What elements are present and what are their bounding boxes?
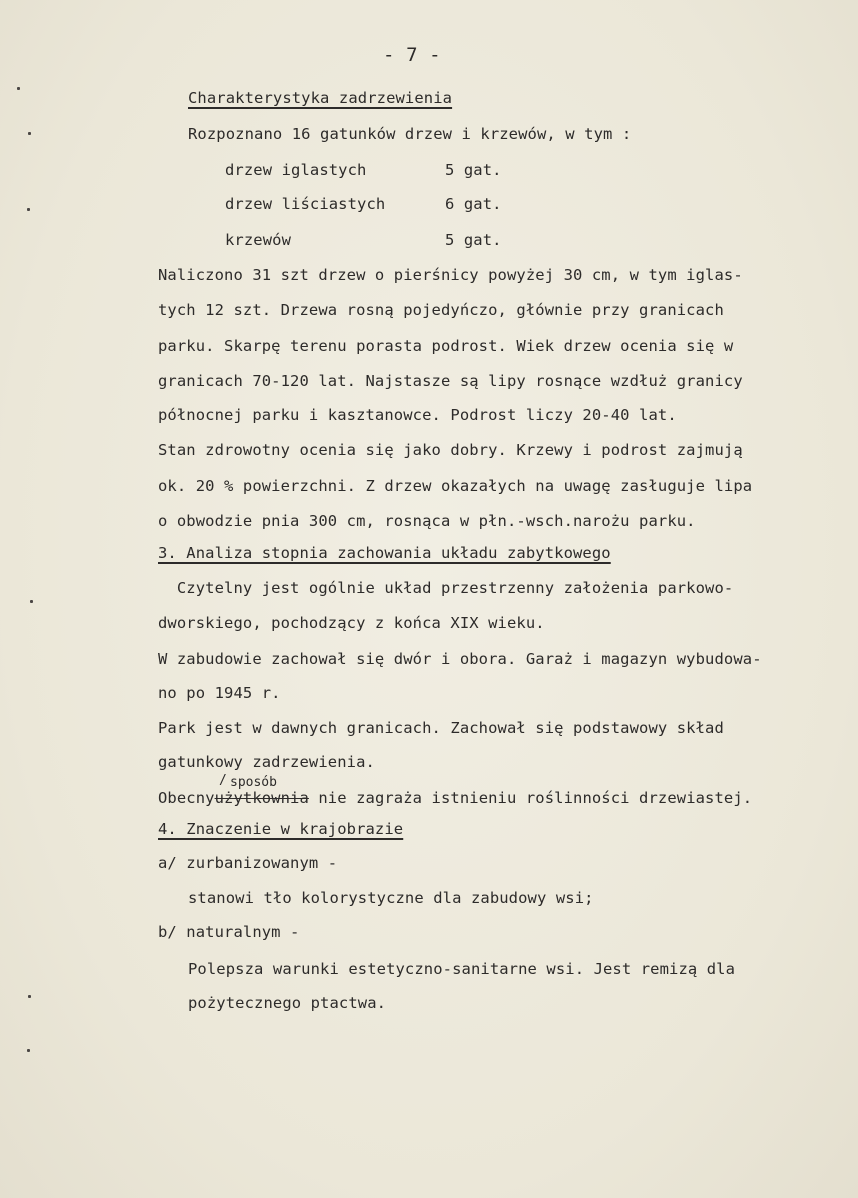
species-value: 6 gat. (445, 195, 502, 213)
intro-line: Rozpoznano 16 gatunków drzew i krzewów, w tym : (188, 125, 632, 143)
page-number: - 7 - (383, 44, 441, 66)
margin-speck (28, 132, 31, 135)
margin-speck (28, 995, 31, 998)
item-a-label: a/ zurbanizowanym - (158, 854, 338, 872)
margin-speck (27, 1049, 30, 1052)
usage-struck-word: użytkownia (214, 789, 309, 807)
section-heading: Charakterystyka zadrzewienia (188, 89, 453, 107)
usage-line (158, 788, 752, 808)
species-label: drzew liściastych (225, 195, 386, 213)
species-label: krzewów (225, 231, 292, 249)
section4-heading: 4. Znaczenie w krajobrazie (158, 820, 404, 838)
item-a-text: stanowi tło kolorystyczne dla zabudowy wsi; (188, 889, 594, 907)
body-line: ok. 20 % powierzchni. Z drzew okazałych na uwagę zasługuje lipa (158, 477, 753, 495)
body-line: Naliczono 31 szt drzew o pierśnicy powyżej 30 cm, w tym iglas- (158, 266, 743, 284)
item-b-label: b/ naturalnym - (158, 923, 300, 941)
margin-speck (30, 600, 33, 603)
margin-speck (27, 208, 30, 211)
body-line: o obwodzie pnia 300 cm, rosnąca w płn.-wsch.narożu parku. (158, 512, 696, 530)
body-line: no po 1945 r. (158, 684, 281, 702)
body-line: północnej parku i kasztanowce. Podrost liczy 20-40 lat. (158, 406, 677, 424)
body-line: Stan zdrowotny ocenia się jako dobry. Krzewy i podrost zajmują (158, 441, 743, 459)
insertion-mark: / (219, 773, 227, 788)
usage-prefix: Obecny (158, 789, 215, 807)
species-label: drzew iglastych (225, 161, 367, 179)
margin-speck (17, 87, 20, 90)
body-line: dworskiego, pochodzący z końca XIX wieku. (158, 614, 545, 632)
body-line: Czytelny jest ogólnie układ przestrzenny założenia parkowo- (158, 579, 734, 597)
item-b-text: pożytecznego ptactwa. (188, 994, 387, 1012)
species-value: 5 gat. (445, 231, 502, 249)
body-line: parku. Skarpę terenu porasta podrost. Wiek drzew ocenia się w (158, 337, 734, 355)
usage-rest: nie zagraża istnieniu roślinności drzewiastej. (308, 789, 753, 807)
body-line: tych 12 szt. Drzewa rosną pojedyńczo, głównie przy granicach (158, 301, 724, 319)
body-line: granicach 70-120 lat. Najstasze są lipy rosnące wzdłuż granicy (158, 372, 743, 390)
body-line: W zabudowie zachował się dwór i obora. Garaż i magazyn wybudowa- (158, 650, 762, 668)
insertion-word: sposób (230, 775, 277, 790)
body-line: Park jest w dawnych granicach. Zachował się podstawowy skład (158, 719, 724, 737)
species-value: 5 gat. (445, 161, 502, 179)
section3-heading: 3. Analiza stopnia zachowania układu zabytkowego (158, 544, 611, 562)
item-b-text: Polepsza warunki estetyczno-sanitarne wsi. Jest remizą dla (188, 960, 736, 978)
body-line: gatunkowy zadrzewienia. (158, 753, 375, 771)
